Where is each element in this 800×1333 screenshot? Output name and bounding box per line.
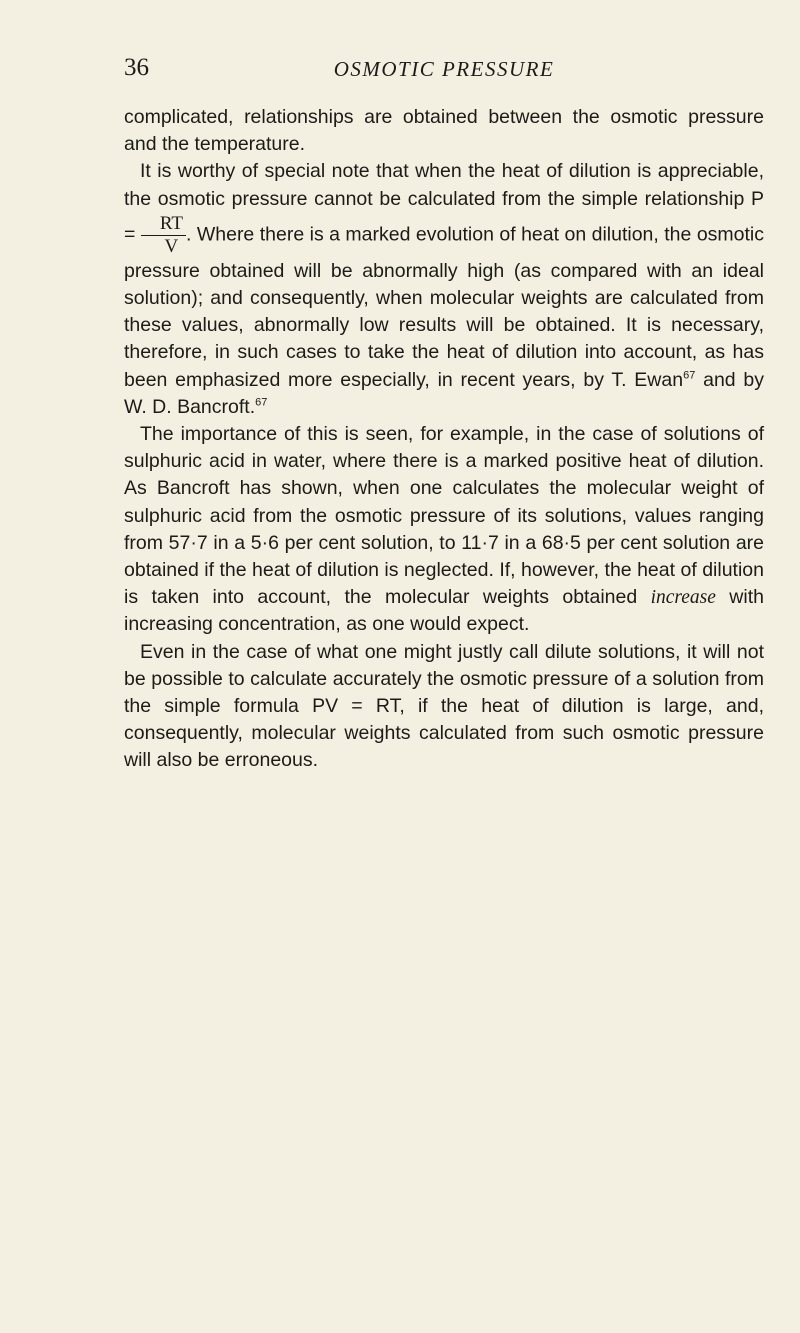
paragraph-1-text: complicated, relationships are obtained between the osmotic pressure and the temperature.	[124, 106, 764, 156]
paragraph-2-part-2: . Where there is a marked evolution of heat on dilution, the osmotic pressure obtained will be abnormally high (as compared with an ideal solution); and consequently, when molecular weights are calculated from these values, abnormally low results will be obtained. It is necessary, therefore, in such cases to take the heat of dilution into account, as has been emphasized more especially, in recent years, by T. Ewan	[124, 223, 764, 391]
fraction-numerator: RT	[141, 213, 186, 236]
paragraph-2-part-3: and by W. D. Bancroft.	[124, 368, 764, 418]
paragraph-2-part-1: It is worthy of special note that when the heat of dilution is appreciable, the osmotic pressure cannot be calculated from the simple relationship P =	[124, 160, 764, 246]
paragraph-4-text: Even in the case of what one might justly call dilute solutions, it will not be possible to calculate accurately the osmotic pressure of a solution from the simple formula PV = RT, if the heat of dilution is large, and, consequently, molecular weights calculated from such osmotic pressure will also be erroneous.	[124, 640, 764, 772]
paragraph-3-part-2: with increasing concentration, as one would expect.	[124, 586, 764, 636]
fraction-denominator: V	[164, 235, 179, 257]
paragraph-3-part-1: The importance of this is seen, for example, in the case of solutions of sulphuric acid in water, where there is a marked positive heat of dilution. As Bancroft has shown, when one calculates the molecular weight of sulphuric acid from the osmotic pressure of its solutions, values ranging from 57·7 in a 5·6 per cent solution, to 11·7 in a 68·5 per cent solution are obtained if the heat of dilution is neglected. If, however, the heat of dilution is taken into account, the molecular weights obtained	[124, 423, 764, 609]
reference-marker: 67	[683, 369, 696, 382]
emphasis-increase: increase	[650, 587, 716, 609]
formula-fraction	[141, 213, 186, 258]
paragraph-2	[124, 158, 764, 421]
paragraph-1	[124, 104, 764, 158]
body-text	[124, 104, 764, 775]
running-title: OSMOTIC PRESSURE	[333, 57, 555, 81]
page-number: 36	[124, 54, 149, 81]
paragraph-4	[124, 639, 764, 775]
running-head	[124, 54, 764, 94]
paragraph-3	[124, 421, 764, 639]
reference-marker: 67	[255, 396, 268, 409]
